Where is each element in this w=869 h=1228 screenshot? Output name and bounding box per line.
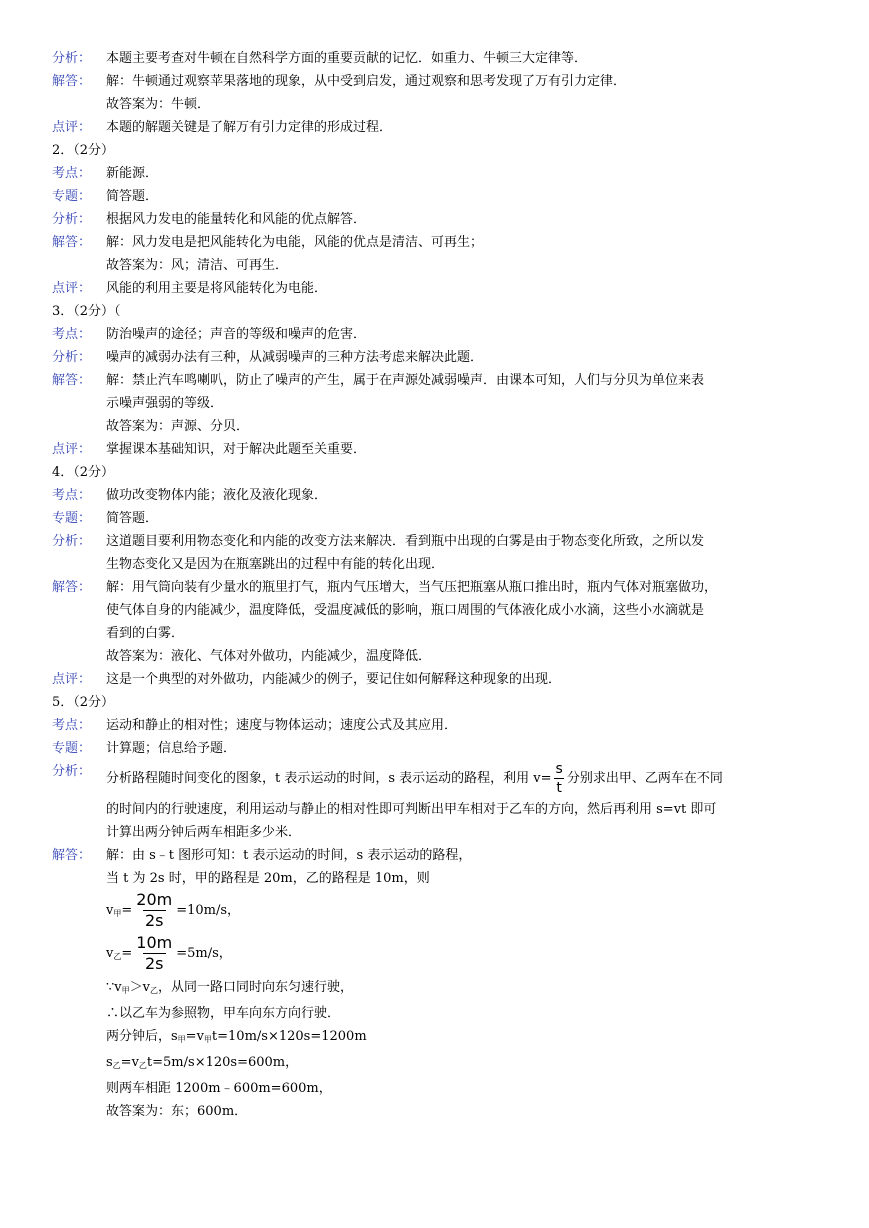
fraction-s-over-t: $\frac{s}{t}$	[555, 761, 563, 796]
q4-answer-line: 解：用气筒向装有少量水的瓶里打气，瓶内气压增大，当气压把瓶塞从瓶口推出时，瓶内气体对瓶塞做功，	[106, 580, 718, 595]
label-comment: 点评：	[52, 120, 92, 135]
q3-analysis	[52, 346, 822, 369]
q3-answer-line: 故答案为：声源、分贝．	[106, 419, 250, 434]
q3-answer-line: 示噪声强弱的等级．	[106, 396, 224, 411]
q2-answer-line: 解：风力发电是把风能转化为电能，风能的优点是清洁、可再生；	[106, 235, 484, 250]
q1-comment	[52, 116, 822, 139]
q5-answer	[52, 844, 822, 1123]
q5-answer-line: ∴以乙车为参照物，甲车向东方向行驶．	[106, 1006, 341, 1021]
q2-answer-line: 故答案为：风；清洁、可再生．	[106, 258, 289, 273]
label-comment: 点评：	[52, 672, 92, 687]
q4-answer-line: 看到的白雾．	[106, 626, 185, 641]
q3-number: 3．（2分）（	[52, 304, 121, 319]
q2-analysis-text: 根据风力发电的能量转化和风能的优点解答．	[106, 212, 367, 227]
label-analysis: 分析：	[52, 350, 92, 365]
q5-answer-line: 当 t 为 2s 时，甲的路程是 20m，乙的路程是 10m，则	[106, 871, 430, 886]
label-comment: 点评：	[52, 281, 92, 296]
label-answer: 解答：	[52, 580, 92, 595]
q2-comment-text: 风能的利用主要是将风能转化为电能．	[106, 281, 328, 296]
q4-keypoint-text: 做功改变物体内能；液化及液化现象．	[106, 488, 328, 503]
q5-analysis	[52, 760, 822, 844]
q5-velocity-jia: $v_甲=$ $\frac{20m}{2s}$ =10m/s，	[106, 890, 241, 930]
q4-analysis-line: 这道题目要利用物态变化和内能的改变方法来解决．看到瓶中出现的白雾是由于物态变化所致，之所以发	[106, 534, 705, 549]
document-body	[52, 47, 822, 1123]
q4-comment-text: 这是一个典型的对外做功，内能减少的例子，要记住如何解释这种现象的出现．	[106, 672, 562, 687]
q4-answer	[52, 576, 822, 668]
label-topic: 专题：	[52, 189, 92, 204]
q3-comment-text: 掌握课本基础知识，对于解决此题至关重要．	[106, 442, 367, 457]
label-analysis: 分析：	[52, 212, 92, 227]
q1-answer	[52, 70, 822, 116]
label-analysis: 分析：	[52, 764, 92, 779]
q2-topic	[52, 185, 822, 208]
q4-answer-line: 故答案为：液化、气体对外做功，内能减少，温度降低．	[106, 649, 432, 664]
q3-comment	[52, 438, 822, 461]
q2-keypoint	[52, 162, 822, 185]
label-topic: 专题：	[52, 741, 92, 756]
label-answer: 解答：	[52, 848, 92, 863]
q1-answer-line: 解：牛顿通过观察苹果落地的现象，从中受到启发，通过观察和思考发现了万有引力定律．	[106, 74, 627, 89]
q5-answer-line: 两分钟后，$s_甲=v_甲t=10m/s\times 120s=1200m$	[106, 1029, 367, 1044]
q5-velocity-yi: $v_乙=$ $\frac{10m}{2s}$ =5m/s，	[106, 933, 232, 973]
q4-comment	[52, 668, 822, 691]
q1-comment-text: 本题的解题关键是了解万有引力定律的形成过程．	[106, 120, 393, 135]
q5-keypoint	[52, 714, 822, 737]
q5-number: 5．（2分）	[52, 695, 115, 710]
q4-analysis	[52, 530, 822, 576]
q5-answer-line: 解：由 s﹣t 图形可知：t 表示运动的时间，s 表示运动的路程，	[106, 848, 472, 863]
fraction-20m-over-2s: $\frac{20m}{2s}$	[136, 890, 173, 930]
label-keypoint: 考点：	[52, 327, 92, 342]
q4-analysis-line: 生物态变化又是因为在瓶塞跳出的过程中有能的转化出现．	[106, 557, 445, 572]
q1-analysis	[52, 47, 822, 70]
q1-answer-line: 故答案为：牛顿．	[106, 97, 211, 112]
label-answer: 解答：	[52, 235, 92, 250]
label-topic: 专题：	[52, 511, 92, 526]
q1-analysis-text: 本题主要考查对牛顿在自然科学方面的重要贡献的记忆．如重力、牛顿三大定律等．	[106, 51, 588, 66]
q5-answer-line: 则两车相距 1200m﹣600m=600m，	[106, 1081, 332, 1096]
q5-topic	[52, 737, 822, 760]
label-keypoint: 考点：	[52, 166, 92, 181]
q2-keypoint-text: 新能源．	[106, 166, 159, 181]
q5-topic-text: 计算题；信息给予题．	[106, 741, 237, 756]
q5-analysis-line: 的时间内的行驶速度，利用运动与静止的相对性即可判断出甲车相对于乙车的方向，然后再利用 s=vt 即可	[106, 802, 717, 817]
label-answer: 解答：	[52, 373, 92, 388]
q5-analysis-line: 计算出两分钟后两车相距多少米．	[106, 825, 302, 840]
q5-answer-line: 故答案为：东；600m．	[106, 1104, 248, 1119]
q4-keypoint	[52, 484, 822, 507]
fraction-10m-over-2s: $\frac{10m}{2s}$	[136, 933, 173, 973]
q4-answer-line: 使气体自身的内能减少，温度降低，受温度减低的影响，瓶口周围的气体液化成小水滴，这些小水滴就是	[106, 603, 705, 618]
label-comment: 点评：	[52, 442, 92, 457]
q3-answer-line: 解：禁止汽车鸣喇叭，防止了噪声的产生，属于在声源处减弱噪声．由课本可知，人们与分贝为单位来表	[106, 373, 705, 388]
q3-analysis-text: 噪声的减弱办法有三种，从减弱噪声的三种方法考虑来解决此题．	[106, 350, 484, 365]
label-analysis: 分析：	[52, 534, 92, 549]
q2-answer	[52, 231, 822, 277]
q2-number: 2．（2分）	[52, 143, 115, 158]
label-answer: 解答：	[52, 74, 92, 89]
q4-topic-text: 简答题．	[106, 511, 159, 526]
label-analysis: 分析：	[52, 51, 92, 66]
q4-topic	[52, 507, 822, 530]
q3-keypoint-text: 防治噪声的途径；声音的等级和噪声的危害．	[106, 327, 367, 342]
q5-answer-line: $s_乙=v_乙t=5m/s\times 120s=600m$，	[106, 1055, 299, 1070]
label-keypoint: 考点：	[52, 488, 92, 503]
q4-number: 4．（2分）	[52, 465, 115, 480]
q2-topic-text: 简答题．	[106, 189, 159, 204]
q5-analysis-line: 分析路程随时间变化的图象，t 表示运动的时间，s 表示运动的路程，利用 v= $\frac{s}{t}$ 分别求出甲、乙两车在不同	[106, 761, 723, 796]
q5-keypoint-text: 运动和静止的相对性；速度与物体运动；速度公式及其应用．	[106, 718, 458, 733]
label-keypoint: 考点：	[52, 718, 92, 733]
q3-answer	[52, 369, 822, 438]
q2-analysis	[52, 208, 822, 231]
q5-answer-line: $\because v_甲>v_乙$，从同一路口同时向东匀速行驶，	[106, 980, 353, 995]
q3-keypoint	[52, 323, 822, 346]
q2-comment	[52, 277, 822, 300]
